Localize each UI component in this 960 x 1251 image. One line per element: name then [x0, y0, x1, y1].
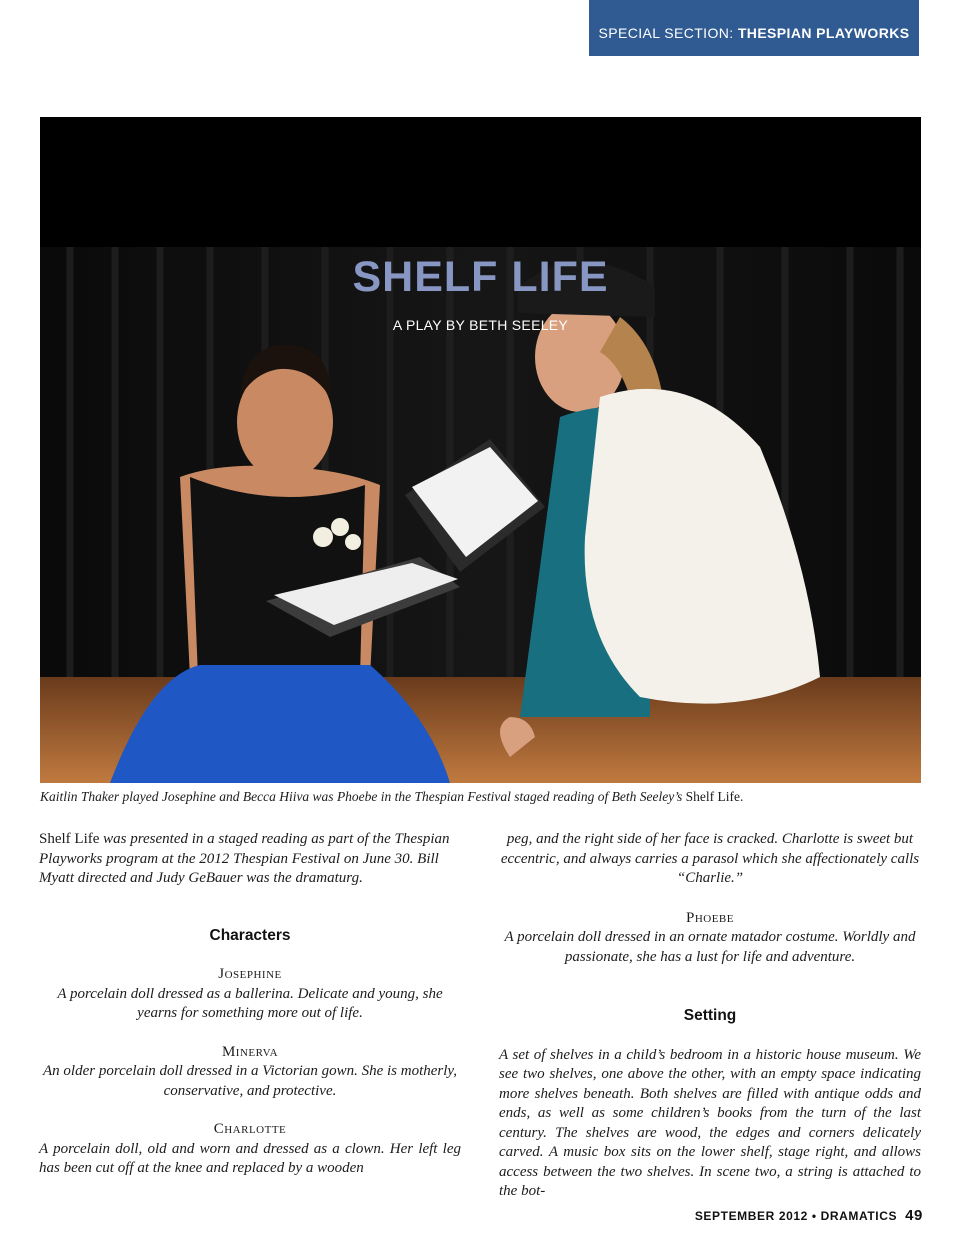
stage-photo-illustration — [40, 117, 921, 783]
intro-paragraph — [39, 830, 461, 889]
character-desc-josephine: A porcelain doll dressed as a ballerina. Delicate and young, she yearns for something more out of life. — [57, 985, 443, 1021]
play-title: SHELF LIFE — [352, 253, 609, 301]
characters-heading: Characters — [209, 926, 291, 944]
character-name-minerva: Minerva — [221, 1043, 279, 1060]
character-desc-charlotte-continued: peg, and the right side of her face is cracked. Charlotte is sweet but eccentric, and always carries a parasol which she affectionately calls “Charlie.” — [500, 831, 920, 886]
photo-caption — [40, 789, 920, 805]
right-column — [499, 830, 921, 1202]
section-name: THESPIAN PLAYWORKS — [737, 25, 910, 41]
intro-play-title: Shelf Life — [39, 831, 100, 847]
section-prefix: SPECIAL SECTION: — [598, 25, 738, 41]
character-desc-minerva: An older porcelain doll dressed in a Victorian gown. She is motherly, conservative, and protective. — [43, 1063, 457, 1099]
character-desc-charlotte: A porcelain doll, old and worn and dressed as a clown. Her left leg has been cut off at the knee and replaced by a wooden — [39, 1140, 461, 1176]
hero-photo — [40, 117, 921, 783]
character-desc-phoebe: A porcelain doll dressed in an ornate matador costume. Worldly and passionate, she has a lust for life and adventure. — [504, 929, 916, 965]
character-name-phoebe: Phoebe — [685, 909, 734, 926]
setting-heading: Setting — [683, 1007, 737, 1024]
intro-text: was presented in a staged reading as part of the Thespian Playworks program at the 2012 Thespian Festival on June 30. Bill Myatt directed and Judy GeBauer was the dramaturg. — [39, 831, 450, 886]
section-tab — [589, 0, 919, 56]
character-name-josephine: Josephine — [218, 966, 282, 982]
left-column — [39, 830, 461, 1179]
character-name-charlotte: Charlotte — [213, 1121, 287, 1137]
setting-paragraph: A set of shelves in a child’s bedroom in a historic house museum. We see two shelves, one above the other, with an empty space indicating more shelves beneath. Both shelves are filled with antique odds and ends, as well as some children’s books from the turn of the last century. The shelves are wood, the edges and corners delicately carved. A music box sits on the lower shelf, stage right, and allows access between the two shelves. In scene two, a string is attached to the bot- — [499, 1046, 921, 1199]
footer-text: SEPTEMBER 2012 • DRAMATICS — [694, 1209, 898, 1223]
page-footer — [695, 1207, 923, 1224]
play-byline: A PLAY BY BETH SEELEY — [392, 317, 569, 333]
page-number: 49 — [905, 1207, 923, 1224]
caption-text: Kaitlin Thaker played Josephine and Becca Hiiva was Phoebe in the Thespian Festival staged reading of Beth Seeley’s — [40, 789, 686, 804]
caption-play-title: Shelf Life. — [685, 789, 744, 804]
